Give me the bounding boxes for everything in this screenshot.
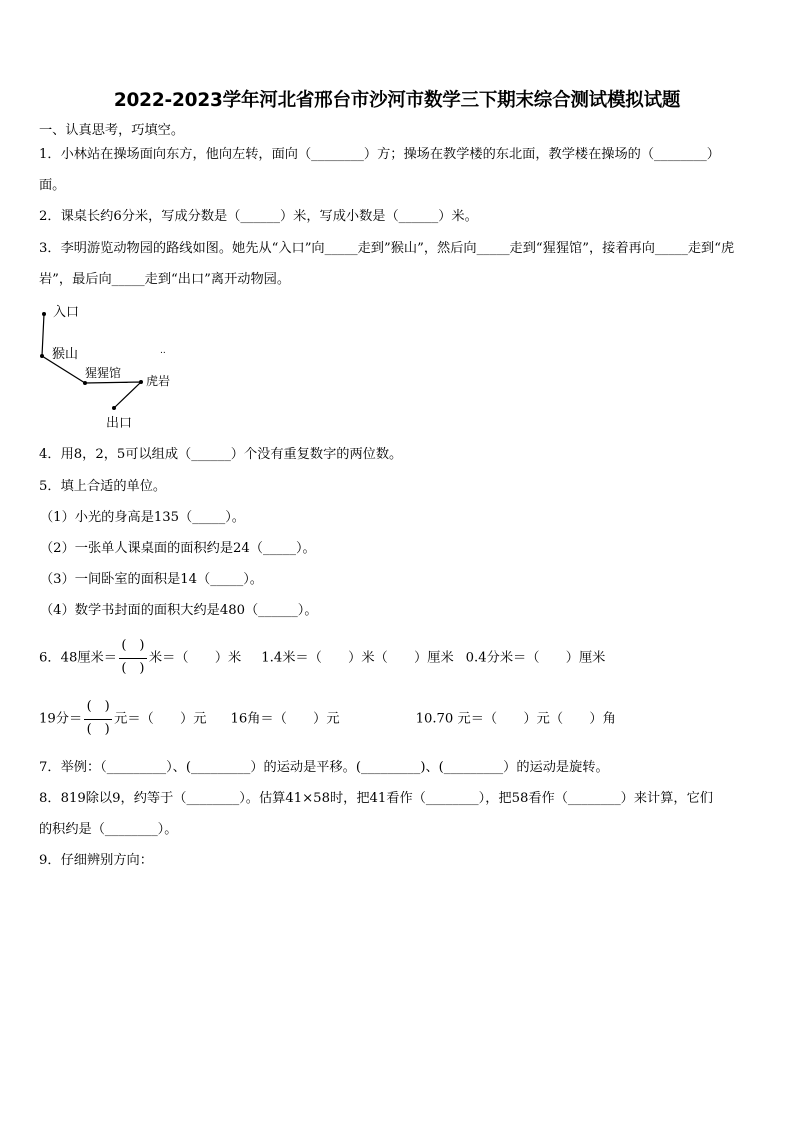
- section-heading: 一、认真思考，巧填空。: [39, 123, 185, 138]
- question-6-d-suffix: 元＝（ ）元: [114, 711, 207, 727]
- question-8-line-1: 8．819除以9，约等于（________）。估算41×58时，把41看作（________），把58看作（________）来计算，它们: [39, 791, 713, 806]
- question-2: 2．课桌长约6分米，写成分数是（______）米，写成小数是（______）米。: [39, 209, 478, 224]
- question-8-line-2: 的积约是（________）。: [39, 822, 178, 837]
- tiger-rock-label: 虎岩: [146, 374, 171, 388]
- gorilla-hall-point: [83, 381, 87, 385]
- page-title: 2022-2023学年河北省邢台市沙河市数学三下期末综合测试模拟试题: [113, 90, 681, 111]
- tiger-rock-point: [139, 380, 143, 384]
- question-5-1: （1）小光的身高是135（_____）。: [40, 510, 245, 525]
- question-6-a-suffix: 米＝（ ）米: [148, 650, 242, 666]
- question-1-line-2: 面。: [39, 178, 66, 193]
- question-6-e: 16角＝（ ）元: [230, 711, 340, 727]
- question-4: 4．用8，2，5可以组成（______）个没有重复数字的两位数。: [39, 447, 403, 462]
- monkey-hill-point: [40, 354, 44, 358]
- question-9: 9．仔细辨别方向：: [39, 853, 153, 868]
- question-7: 7．举例：（_________）、(_________）的运动是平移。(_________)、(_________）的运动是旋转。: [39, 760, 609, 775]
- question-5-3: （3）一间卧室的面积是14（_____）。: [40, 572, 263, 587]
- fraction-blank: [118, 636, 148, 680]
- fraction-numerator: ( ): [121, 638, 145, 653]
- stray-mark: ..: [160, 346, 166, 356]
- fraction-denominator: ( ): [121, 661, 145, 676]
- question-6-a-prefix: 6．48厘米＝: [39, 650, 117, 666]
- fraction-denominator: ( ): [86, 722, 110, 737]
- route-map: [30, 300, 230, 440]
- monkey-hill-label: 猴山: [52, 347, 79, 362]
- question-6-f: 10.70 元＝（ ）元（ ）角: [415, 711, 616, 727]
- question-6-d-prefix: 19分＝: [39, 711, 83, 727]
- question-5: 5．填上合适的单位。: [39, 479, 167, 494]
- exit-point: [112, 406, 116, 410]
- question-5-2: （2）一张单人课桌面的面积约是24（_____）。: [40, 541, 316, 556]
- question-5-4: （4）数学书封面的面积大约是480（______）。: [40, 603, 318, 618]
- question-6-row-2: [39, 697, 616, 741]
- fraction-blank: [83, 697, 113, 741]
- fraction-numerator: ( ): [86, 699, 110, 714]
- question-6-row-1: [39, 636, 605, 680]
- question-6-c: 0.4分米＝（ ）厘米: [465, 650, 606, 666]
- entrance-point: [42, 312, 46, 316]
- question-1-line-1: 1．小林站在操场面向东方，他向左转，面向（________）方；操场在教学楼的东北面，教学楼在操场的（________）: [39, 147, 720, 162]
- gorilla-hall-label: 猩猩馆: [85, 366, 122, 380]
- entrance-label: 入口: [53, 305, 80, 320]
- exit-label: 出口: [106, 416, 133, 431]
- question-3-line-2: 岩”，最后向_____走到“出口”离开动物园。: [39, 272, 291, 287]
- question-6-b: 1.4米＝（ ）米（ ）厘米: [261, 650, 454, 666]
- question-3-line-1: 3．李明游览动物园的路线如图。她先从“入口”向_____走到”猴山”，然后向_____走到“猩猩馆”，接着再向_____走到“虎: [39, 241, 735, 256]
